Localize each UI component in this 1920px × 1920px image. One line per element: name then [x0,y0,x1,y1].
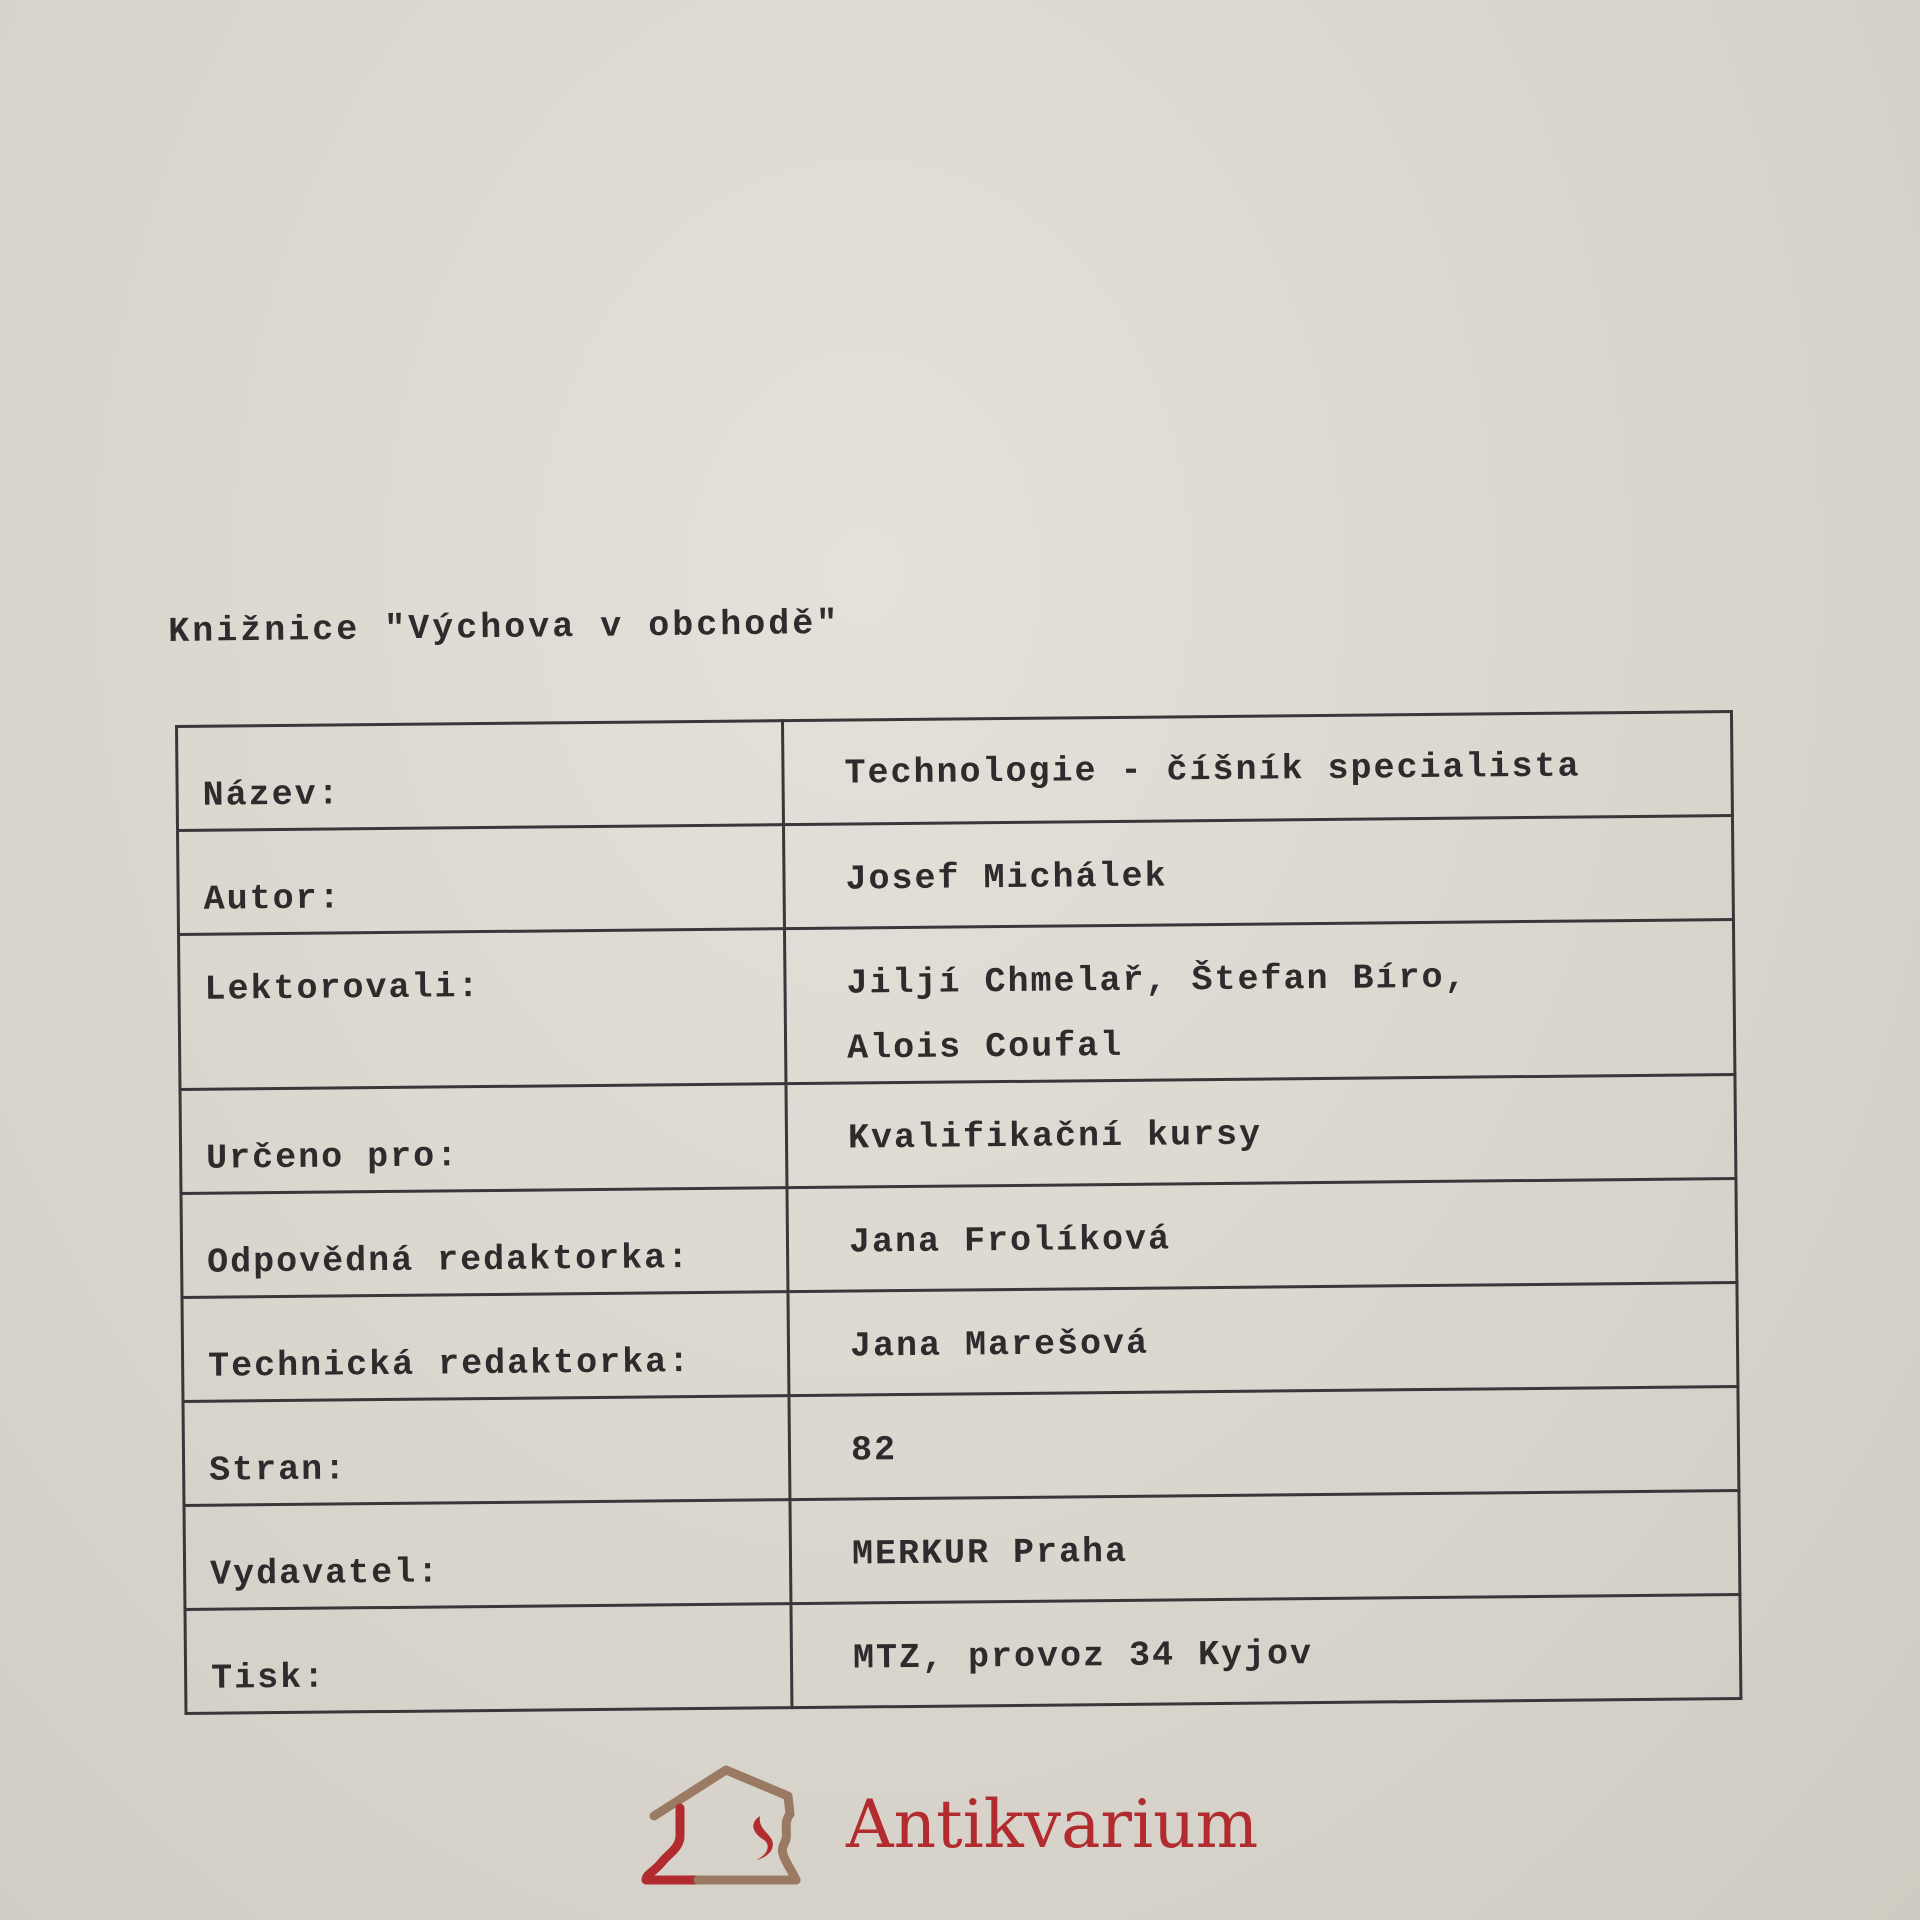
table-row [185,1595,1741,1714]
row-value [789,1387,1739,1500]
row-value [791,1595,1741,1708]
value-line: Jiljí Chmelař, Štefan Bíro, [846,957,1468,1004]
value-line: MERKUR Praha [851,1531,1129,1575]
row-value [782,712,1732,825]
row-value [788,1283,1738,1396]
series-title: Knižnice "Výchova v obchodě" [168,603,841,652]
value-line: Jana Frolíková [848,1219,1172,1263]
antikvarium-watermark [640,1762,1258,1886]
brand-name: Antikvarium [846,1785,1259,1863]
row-value [790,1491,1740,1604]
colophon-table [175,710,1742,1715]
row-value [787,1179,1737,1292]
value-line: 82 [850,1430,898,1471]
row-label: Stran: [183,1396,790,1506]
table-row [178,816,1734,935]
table-row [177,712,1733,831]
row-value [784,920,1734,1084]
value-line: MTZ, provoz 34 Kyjov [852,1634,1314,1679]
value-line: Josef Michálek [845,856,1168,900]
row-label: Určeno pro: [180,1084,787,1194]
row-value [783,816,1733,929]
value-line: Kvalifikační kursy [847,1114,1263,1159]
row-label: Technická redaktorka: [182,1292,789,1402]
table-row [182,1283,1738,1402]
table-row [180,1075,1736,1194]
value-line: Jana Marešová [849,1323,1150,1367]
row-label: Odpovědná redaktorka: [181,1188,788,1298]
value-line: Alois Coufal [846,1025,1124,1069]
row-label: Lektorovali: [179,929,786,1090]
house-logo-icon [640,1762,812,1886]
table-row [181,1179,1737,1298]
table-row [184,1491,1740,1610]
row-label: Tisk: [185,1604,792,1714]
row-value [786,1075,1736,1188]
table-row [179,920,1735,1090]
row-label: Vydavatel: [184,1500,791,1610]
row-label: Autor: [178,825,785,935]
table-row [183,1387,1739,1506]
row-label: Název: [177,721,784,831]
value-line: Technologie - číšník specialista [844,746,1581,794]
